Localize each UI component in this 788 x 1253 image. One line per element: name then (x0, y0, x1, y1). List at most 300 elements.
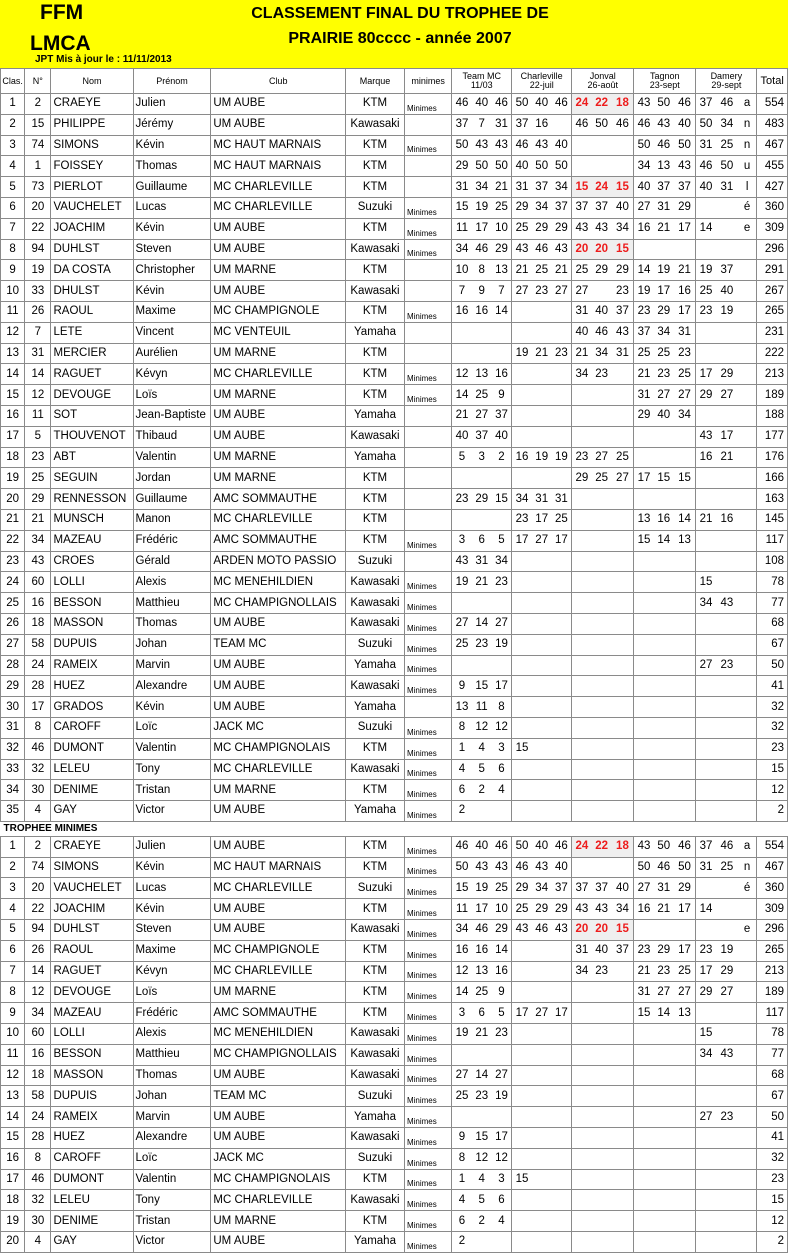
brand-cell: Kawasaki (346, 759, 405, 780)
club-cell: MC CHAMPIGNOLE (211, 940, 346, 961)
event-2-score-cell: 37 (532, 177, 552, 198)
number-cell: 16 (25, 593, 51, 614)
last-name-cell: RAOUL (51, 940, 133, 961)
first-name-cell: Marvin (133, 655, 211, 676)
number-cell: 74 (25, 857, 51, 878)
brand-cell: KTM (346, 940, 405, 961)
event-2-score-cell: 40 (532, 94, 552, 115)
event-2-score-cell (532, 1190, 552, 1211)
event-2-score-cell (532, 1128, 552, 1149)
event-3-score-cell (612, 697, 634, 718)
event-1-score-cell: 13 (472, 364, 492, 385)
event-3-score-cell (572, 405, 592, 426)
event-4-score-cell: 50 (654, 836, 674, 857)
brand-cell: Suzuki (346, 551, 405, 572)
number-cell: 24 (25, 1107, 51, 1128)
event-1-score-cell: 43 (472, 857, 492, 878)
general-row (1, 717, 788, 738)
event-2-score-cell: 29 (552, 899, 572, 920)
event-4-score-cell (654, 717, 674, 738)
rank-cell: 2 (1, 857, 25, 878)
event-5-score-cell: 25 (716, 135, 738, 156)
event-3-score-cell: 25 (592, 468, 612, 489)
number-cell: 33 (25, 281, 51, 302)
event-5-score-cell (716, 634, 738, 655)
event-2-score-cell: 19 (552, 447, 572, 468)
event-4-score-cell (674, 634, 696, 655)
event-1-score-cell: 6 (452, 1211, 472, 1232)
event-4-score-cell (674, 1107, 696, 1128)
event-5-score-cell (696, 239, 716, 260)
event-3-score-cell (612, 1148, 634, 1169)
event-3-score-cell (572, 572, 592, 593)
event-3-score-cell: 27 (572, 281, 592, 302)
event-3-score-cell (612, 1003, 634, 1024)
rank-cell: 34 (1, 780, 25, 801)
event-2-score-cell: 27 (552, 281, 572, 302)
event-1-score-cell: 29 (492, 239, 512, 260)
event-1-score-cell: 1 (452, 738, 472, 759)
club-cell: ARDEN MOTO PASSIO (211, 551, 346, 572)
first-name-cell: Jean-Baptiste (133, 405, 211, 426)
brand-cell: Kawasaki (346, 920, 405, 941)
event-2-score-cell: 21 (552, 260, 572, 281)
event-2-score-cell (552, 738, 572, 759)
event-2-score-cell (552, 961, 572, 982)
number-cell: 43 (25, 551, 51, 572)
rank-cell: 15 (1, 1128, 25, 1149)
event-1-score-cell: 23 (472, 634, 492, 655)
last-name-cell: HUEZ (51, 1128, 133, 1149)
event-3-score-cell (592, 1211, 612, 1232)
first-name-cell: Maxime (133, 301, 211, 322)
event-4-score-cell: 21 (634, 364, 654, 385)
total-cell: 32 (757, 717, 788, 738)
last-name-cell: ABT (51, 447, 133, 468)
event-4-score-cell: 14 (634, 260, 654, 281)
event-4-score-cell: 13 (654, 156, 674, 177)
club-cell: UM AUBE (211, 655, 346, 676)
number-cell: 8 (25, 717, 51, 738)
event-5-score-cell (696, 343, 716, 364)
update-date: JPT Mis à jour le : 11/11/2013 (35, 54, 172, 65)
event-2-score-cell (532, 738, 552, 759)
event-4-score-cell: 15 (634, 1003, 654, 1024)
event-3-score-cell: 15 (572, 177, 592, 198)
total-cell: 296 (757, 239, 788, 260)
last-name-cell: HUEZ (51, 676, 133, 697)
event-2-score-cell: 34 (552, 177, 572, 198)
event-1-score-cell: 9 (452, 1128, 472, 1149)
event-1-score-cell: 12 (452, 364, 472, 385)
club-cell: TEAM MC (211, 1086, 346, 1107)
event-4-score-cell: 14 (674, 509, 696, 530)
rank-cell: 26 (1, 613, 25, 634)
event-1-score-cell: 46 (452, 836, 472, 857)
note-letter-cell (738, 281, 757, 302)
event-2-score-cell: 21 (512, 260, 532, 281)
brand-cell: Suzuki (346, 1086, 405, 1107)
event-4-score-cell: 25 (654, 343, 674, 364)
rank-cell: 10 (1, 1024, 25, 1045)
total-cell: 467 (757, 135, 788, 156)
event-4-score-cell (674, 1086, 696, 1107)
brand-cell: Yamaha (346, 697, 405, 718)
event-5-score-cell (716, 551, 738, 572)
last-name-cell: DEVOUGE (51, 385, 133, 406)
event-4-score-cell: 25 (674, 961, 696, 982)
event-3-score-cell (592, 405, 612, 426)
event-5-score-cell: 14 (696, 899, 716, 920)
event-4-score-cell: 17 (674, 940, 696, 961)
event-1-score-cell: 6 (472, 530, 492, 551)
event-4-score-cell: 50 (674, 135, 696, 156)
event-3-score-cell (612, 156, 634, 177)
event-2-score-cell (532, 551, 552, 572)
minimes-row (1, 878, 788, 899)
last-name-cell: RAGUET (51, 364, 133, 385)
event-3-score-cell: 22 (592, 94, 612, 115)
event-3-score-cell: 46 (592, 322, 612, 343)
last-name-cell: MERCIER (51, 343, 133, 364)
note-letter-cell: n (738, 135, 757, 156)
event-5-score-cell (716, 717, 738, 738)
note-letter-cell (738, 961, 757, 982)
brand-cell: KTM (346, 738, 405, 759)
minimes-row (1, 1024, 788, 1045)
event-5-score-cell (716, 1003, 738, 1024)
event-3-score-cell (592, 1190, 612, 1211)
event-4-score-cell (634, 239, 654, 260)
number-cell: 60 (25, 572, 51, 593)
col-event-2 (512, 69, 572, 94)
event-1-score-cell: 21 (472, 1024, 492, 1045)
event-4-score-cell: 34 (634, 156, 654, 177)
event-3-score-cell: 15 (612, 920, 634, 941)
brand-cell: Yamaha (346, 447, 405, 468)
event-4-score-cell: 27 (634, 197, 654, 218)
event-3-score-cell (592, 1148, 612, 1169)
minimes-flag-cell: Minimes (404, 780, 451, 801)
event-5-score-cell: 50 (716, 156, 738, 177)
minimes-flag-cell: Minimes (404, 1190, 451, 1211)
last-name-cell: RENNESSON (51, 489, 133, 510)
event-3-score-cell (612, 405, 634, 426)
event-4-score-cell: 25 (634, 343, 654, 364)
event-2-score-cell (512, 1065, 532, 1086)
brand-cell: Yamaha (346, 322, 405, 343)
rank-cell: 30 (1, 697, 25, 718)
first-name-cell: Alexis (133, 1024, 211, 1045)
event-3-score-cell (572, 156, 592, 177)
event-1-score-cell: 9 (472, 281, 492, 302)
event-4-score-cell (634, 920, 654, 941)
rank-cell: 3 (1, 135, 25, 156)
event-5-score-cell: 21 (696, 509, 716, 530)
event-5-score-cell: 34 (696, 1044, 716, 1065)
event-4-score-cell (654, 697, 674, 718)
minimes-flag-cell: Minimes (404, 94, 451, 115)
event-1-score-cell: 3 (452, 530, 472, 551)
event-3-score-cell (612, 1211, 634, 1232)
event-1-score-cell: 16 (492, 364, 512, 385)
event-4-score-cell (674, 489, 696, 510)
event-3-score-cell (612, 759, 634, 780)
event-2-score-cell: 40 (552, 857, 572, 878)
brand-cell: KTM (346, 94, 405, 115)
brand-cell: KTM (346, 961, 405, 982)
event-3-score-cell (592, 1128, 612, 1149)
event-2-score-cell (552, 551, 572, 572)
first-name-cell: Lucas (133, 197, 211, 218)
event-1-score-cell: 15 (452, 878, 472, 899)
event-2-score-cell: 50 (512, 94, 532, 115)
rank-cell: 21 (1, 509, 25, 530)
rank-cell: 6 (1, 940, 25, 961)
rank-cell: 19 (1, 1211, 25, 1232)
event-4-score-cell (674, 717, 696, 738)
event-2-score-cell: 37 (552, 197, 572, 218)
first-name-cell: Steven (133, 920, 211, 941)
club-cell: UM AUBE (211, 920, 346, 941)
event-3-score-cell: 37 (572, 197, 592, 218)
event-4-score-cell: 46 (654, 857, 674, 878)
event-3-score-cell (572, 135, 592, 156)
brand-cell: Yamaha (346, 655, 405, 676)
event-1-score-cell: 10 (492, 899, 512, 920)
event-5-score-cell: 31 (696, 857, 716, 878)
event-1-score-cell (492, 1107, 512, 1128)
total-cell: 50 (757, 1107, 788, 1128)
general-row (1, 676, 788, 697)
club-cell: MC MENEHILDIEN (211, 1024, 346, 1045)
event-4-score-cell (634, 447, 654, 468)
event-5-score-cell (716, 1128, 738, 1149)
event-3-score-cell: 43 (572, 899, 592, 920)
event-2-score-cell: 17 (552, 1003, 572, 1024)
event-2-score-cell (532, 301, 552, 322)
event-2-score-cell (512, 634, 532, 655)
minimes-row (1, 899, 788, 920)
number-cell: 20 (25, 878, 51, 899)
event-3-score-cell: 43 (612, 322, 634, 343)
event-4-score-cell (674, 780, 696, 801)
event-date: 22-juil (529, 80, 554, 90)
event-5-score-cell (716, 676, 738, 697)
brand-cell: Kawasaki (346, 281, 405, 302)
col-total: Total (757, 69, 788, 94)
number-cell: 28 (25, 676, 51, 697)
number-cell: 29 (25, 489, 51, 510)
event-2-score-cell (552, 1065, 572, 1086)
club-cell: UM MARNE (211, 982, 346, 1003)
event-5-score-cell: 37 (696, 836, 716, 857)
col-event-3 (572, 69, 634, 94)
event-5-score-cell (696, 697, 716, 718)
event-3-score-cell: 43 (572, 218, 592, 239)
event-2-score-cell: 19 (512, 343, 532, 364)
event-4-score-cell: 17 (674, 218, 696, 239)
event-2-score-cell (532, 1086, 552, 1107)
event-4-score-cell (654, 489, 674, 510)
event-5-score-cell: 14 (696, 218, 716, 239)
event-1-score-cell: 7 (452, 281, 472, 302)
note-letter-cell: l (738, 177, 757, 198)
number-cell: 8 (25, 1148, 51, 1169)
event-1-score-cell: 25 (472, 982, 492, 1003)
event-5-score-cell (716, 322, 738, 343)
standings-table (0, 68, 788, 1253)
event-5-score-cell (716, 1024, 738, 1045)
event-3-score-cell (572, 1148, 592, 1169)
event-3-score-cell (612, 1190, 634, 1211)
event-2-score-cell: 43 (552, 239, 572, 260)
brand-cell: Kawasaki (346, 1024, 405, 1045)
event-3-score-cell (572, 530, 592, 551)
event-3-score-cell (592, 801, 612, 822)
event-4-score-cell (634, 1044, 654, 1065)
event-3-score-cell: 40 (592, 301, 612, 322)
brand-cell: Yamaha (346, 1107, 405, 1128)
first-name-cell: Julien (133, 836, 211, 857)
event-2-score-cell (532, 426, 552, 447)
event-2-score-cell (532, 697, 552, 718)
event-2-score-cell (512, 1232, 532, 1253)
event-2-score-cell (532, 322, 552, 343)
event-5-score-cell (696, 1003, 716, 1024)
number-cell: 16 (25, 1044, 51, 1065)
event-4-score-cell (674, 697, 696, 718)
rank-cell: 13 (1, 1086, 25, 1107)
rank-cell: 29 (1, 676, 25, 697)
total-cell: 68 (757, 1065, 788, 1086)
event-5-score-cell (696, 759, 716, 780)
event-5-score-cell: 17 (696, 961, 716, 982)
event-2-score-cell (512, 364, 532, 385)
event-1-score-cell: 3 (452, 1003, 472, 1024)
last-name-cell: MASSON (51, 1065, 133, 1086)
event-2-score-cell (552, 385, 572, 406)
club-cell: MC HAUT MARNAIS (211, 135, 346, 156)
club-cell: UM AUBE (211, 676, 346, 697)
note-letter-cell (738, 697, 757, 718)
note-letter-cell (738, 593, 757, 614)
event-4-score-cell: 19 (634, 281, 654, 302)
event-2-score-cell (512, 780, 532, 801)
first-name-cell: Lucas (133, 878, 211, 899)
event-2-score-cell: 37 (552, 878, 572, 899)
minimes-row (1, 940, 788, 961)
last-name-cell: CRAEYE (51, 836, 133, 857)
total-cell: 166 (757, 468, 788, 489)
minimes-flag-cell (404, 697, 451, 718)
event-4-score-cell: 27 (674, 982, 696, 1003)
event-2-score-cell (532, 1107, 552, 1128)
event-1-score-cell: 14 (472, 1065, 492, 1086)
event-5-score-cell: 19 (696, 260, 716, 281)
event-1-score-cell (472, 655, 492, 676)
col-minimes: minimes (404, 69, 451, 94)
number-cell: 32 (25, 1190, 51, 1211)
event-2-score-cell (552, 593, 572, 614)
total-cell: 189 (757, 982, 788, 1003)
event-5-score-cell (716, 197, 738, 218)
event-2-score-cell: 29 (532, 899, 552, 920)
event-2-score-cell (532, 364, 552, 385)
event-5-score-cell (696, 738, 716, 759)
event-4-score-cell: 34 (674, 405, 696, 426)
event-1-score-cell: 25 (452, 634, 472, 655)
minimes-row (1, 1086, 788, 1107)
event-3-score-cell (592, 780, 612, 801)
event-1-score-cell (492, 655, 512, 676)
event-3-score-cell: 34 (612, 218, 634, 239)
event-2-score-cell (552, 634, 572, 655)
event-3-score-cell: 46 (612, 114, 634, 135)
event-3-score-cell: 37 (612, 940, 634, 961)
note-letter-cell (738, 239, 757, 260)
event-3-score-cell: 37 (592, 878, 612, 899)
club-cell: AMC SOMMAUTHE (211, 530, 346, 551)
brand-cell: Kawasaki (346, 676, 405, 697)
note-letter-cell (738, 1190, 757, 1211)
event-1-score-cell: 34 (492, 551, 512, 572)
event-5-score-cell (696, 1232, 716, 1253)
total-cell: 2 (757, 801, 788, 822)
event-4-score-cell: 46 (674, 94, 696, 115)
event-2-score-cell (552, 717, 572, 738)
first-name-cell: Thibaud (133, 426, 211, 447)
minimes-row (1, 1232, 788, 1253)
event-4-score-cell: 50 (674, 857, 696, 878)
general-row (1, 530, 788, 551)
event-3-score-cell (572, 509, 592, 530)
number-cell: 4 (25, 801, 51, 822)
first-name-cell: Tristan (133, 1211, 211, 1232)
minimes-flag-cell: Minimes (404, 1211, 451, 1232)
minimes-row (1, 982, 788, 1003)
number-cell: 74 (25, 135, 51, 156)
event-2-score-cell (512, 1190, 532, 1211)
club-cell: MC CHARLEVILLE (211, 177, 346, 198)
first-name-cell: Valentin (133, 447, 211, 468)
number-cell: 73 (25, 177, 51, 198)
rank-cell: 9 (1, 1003, 25, 1024)
minimes-flag-cell: Minimes (404, 920, 451, 941)
event-1-score-cell: 23 (472, 1086, 492, 1107)
event-5-score-cell (696, 878, 716, 899)
event-1-score-cell: 11 (472, 697, 492, 718)
event-1-score-cell: 31 (472, 551, 492, 572)
event-5-score-cell (696, 489, 716, 510)
event-1-score-cell: 27 (452, 613, 472, 634)
event-2-score-cell: 43 (512, 920, 532, 941)
event-2-score-cell (552, 1148, 572, 1169)
event-5-score-cell (696, 197, 716, 218)
column-header-row (1, 69, 788, 94)
event-4-score-cell (654, 1024, 674, 1045)
number-cell: 46 (25, 1169, 51, 1190)
event-2-score-cell: 31 (532, 489, 552, 510)
event-1-score-cell: 46 (472, 239, 492, 260)
note-letter-cell (738, 780, 757, 801)
event-4-score-cell (634, 1024, 654, 1045)
event-5-score-cell (696, 1065, 716, 1086)
event-4-score-cell: 15 (634, 530, 654, 551)
event-5-score-cell (716, 1232, 738, 1253)
general-row (1, 593, 788, 614)
event-1-score-cell: 31 (492, 114, 512, 135)
